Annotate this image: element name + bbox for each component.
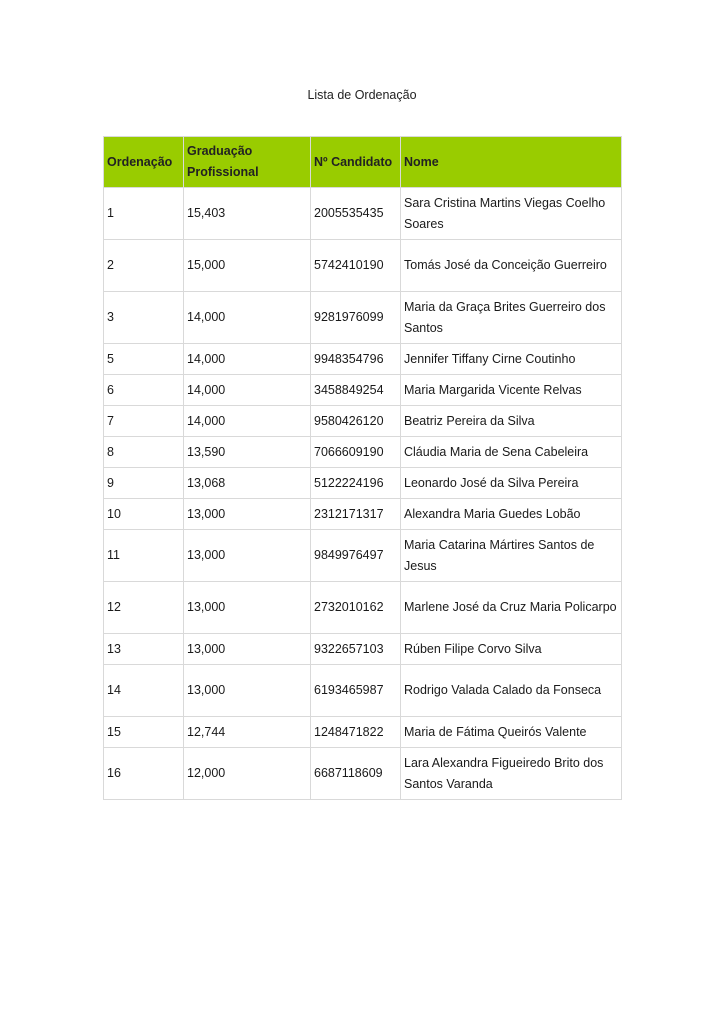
- cell-graduacao: 15,000: [184, 240, 311, 292]
- cell-nome: Lara Alexandra Figueiredo Brito dos Santos Varanda: [401, 748, 622, 800]
- cell-graduacao: 13,590: [184, 437, 311, 468]
- cell-ordem: 6: [104, 375, 184, 406]
- cell-graduacao: 14,000: [184, 344, 311, 375]
- cell-nome: Beatriz Pereira da Silva: [401, 406, 622, 437]
- header-nome: Nome: [401, 137, 622, 188]
- cell-candidato: 2005535435: [311, 188, 401, 240]
- cell-candidato: 2312171317: [311, 499, 401, 530]
- cell-graduacao: 13,000: [184, 634, 311, 665]
- cell-candidato: 9580426120: [311, 406, 401, 437]
- cell-graduacao: 13,000: [184, 665, 311, 717]
- cell-graduacao: 13,000: [184, 530, 311, 582]
- cell-candidato: 9322657103: [311, 634, 401, 665]
- table-row: [104, 530, 622, 582]
- cell-candidato: 1248471822: [311, 717, 401, 748]
- cell-nome: Maria da Graça Brites Guerreiro dos Santos: [401, 292, 622, 344]
- table-row: [104, 468, 622, 499]
- cell-ordem: 10: [104, 499, 184, 530]
- cell-nome: Maria Catarina Mártires Santos de Jesus: [401, 530, 622, 582]
- table-body: [104, 188, 622, 800]
- cell-graduacao: 13,068: [184, 468, 311, 499]
- cell-ordem: 15: [104, 717, 184, 748]
- cell-graduacao: 12,000: [184, 748, 311, 800]
- cell-ordem: 1: [104, 188, 184, 240]
- table-row: [104, 582, 622, 634]
- cell-candidato: 5742410190: [311, 240, 401, 292]
- cell-candidato: 6193465987: [311, 665, 401, 717]
- cell-ordem: 7: [104, 406, 184, 437]
- cell-nome: Maria de Fátima Queirós Valente: [401, 717, 622, 748]
- table-row: [104, 665, 622, 717]
- cell-graduacao: 14,000: [184, 406, 311, 437]
- header-ordenacao: Ordenação: [104, 137, 184, 188]
- cell-candidato: 7066609190: [311, 437, 401, 468]
- cell-nome: Leonardo José da Silva Pereira: [401, 468, 622, 499]
- cell-nome: Rodrigo Valada Calado da Fonseca: [401, 665, 622, 717]
- cell-ordem: 8: [104, 437, 184, 468]
- cell-ordem: 3: [104, 292, 184, 344]
- table-header: [104, 137, 622, 188]
- cell-graduacao: 14,000: [184, 292, 311, 344]
- table-row: [104, 437, 622, 468]
- table-row: [104, 344, 622, 375]
- table-row: [104, 634, 622, 665]
- cell-nome: Cláudia Maria de Sena Cabeleira: [401, 437, 622, 468]
- cell-candidato: 9948354796: [311, 344, 401, 375]
- ordering-table: [103, 136, 622, 800]
- cell-ordem: 13: [104, 634, 184, 665]
- table-row: [104, 188, 622, 240]
- cell-candidato: 6687118609: [311, 748, 401, 800]
- cell-graduacao: 15,403: [184, 188, 311, 240]
- document-title: Lista de Ordenação: [307, 88, 417, 102]
- cell-nome: Tomás José da Conceição Guerreiro: [401, 240, 622, 292]
- cell-candidato: 3458849254: [311, 375, 401, 406]
- cell-ordem: 9: [104, 468, 184, 499]
- cell-candidato: 9849976497: [311, 530, 401, 582]
- cell-ordem: 2: [104, 240, 184, 292]
- cell-nome: Sara Cristina Martins Viegas Coelho Soares: [401, 188, 622, 240]
- cell-ordem: 5: [104, 344, 184, 375]
- cell-candidato: 5122224196: [311, 468, 401, 499]
- header-candidato: Nº Candidato: [311, 137, 401, 188]
- cell-nome: Marlene José da Cruz Maria Policarpo: [401, 582, 622, 634]
- cell-ordem: 14: [104, 665, 184, 717]
- cell-nome: Alexandra Maria Guedes Lobão: [401, 499, 622, 530]
- table-row: [104, 240, 622, 292]
- cell-graduacao: 14,000: [184, 375, 311, 406]
- cell-nome: Jennifer Tiffany Cirne Coutinho: [401, 344, 622, 375]
- table-row: [104, 292, 622, 344]
- cell-ordem: 16: [104, 748, 184, 800]
- cell-ordem: 11: [104, 530, 184, 582]
- table-row: [104, 406, 622, 437]
- cell-ordem: 12: [104, 582, 184, 634]
- table-row: [104, 717, 622, 748]
- cell-nome: Maria Margarida Vicente Relvas: [401, 375, 622, 406]
- cell-graduacao: 13,000: [184, 582, 311, 634]
- header-row: [104, 137, 622, 188]
- cell-candidato: 2732010162: [311, 582, 401, 634]
- table-row: [104, 375, 622, 406]
- cell-nome: Rúben Filipe Corvo Silva: [401, 634, 622, 665]
- cell-graduacao: 13,000: [184, 499, 311, 530]
- header-graduacao: Graduação Profissional: [184, 137, 311, 188]
- table-row: [104, 748, 622, 800]
- table-row: [104, 499, 622, 530]
- cell-candidato: 9281976099: [311, 292, 401, 344]
- cell-graduacao: 12,744: [184, 717, 311, 748]
